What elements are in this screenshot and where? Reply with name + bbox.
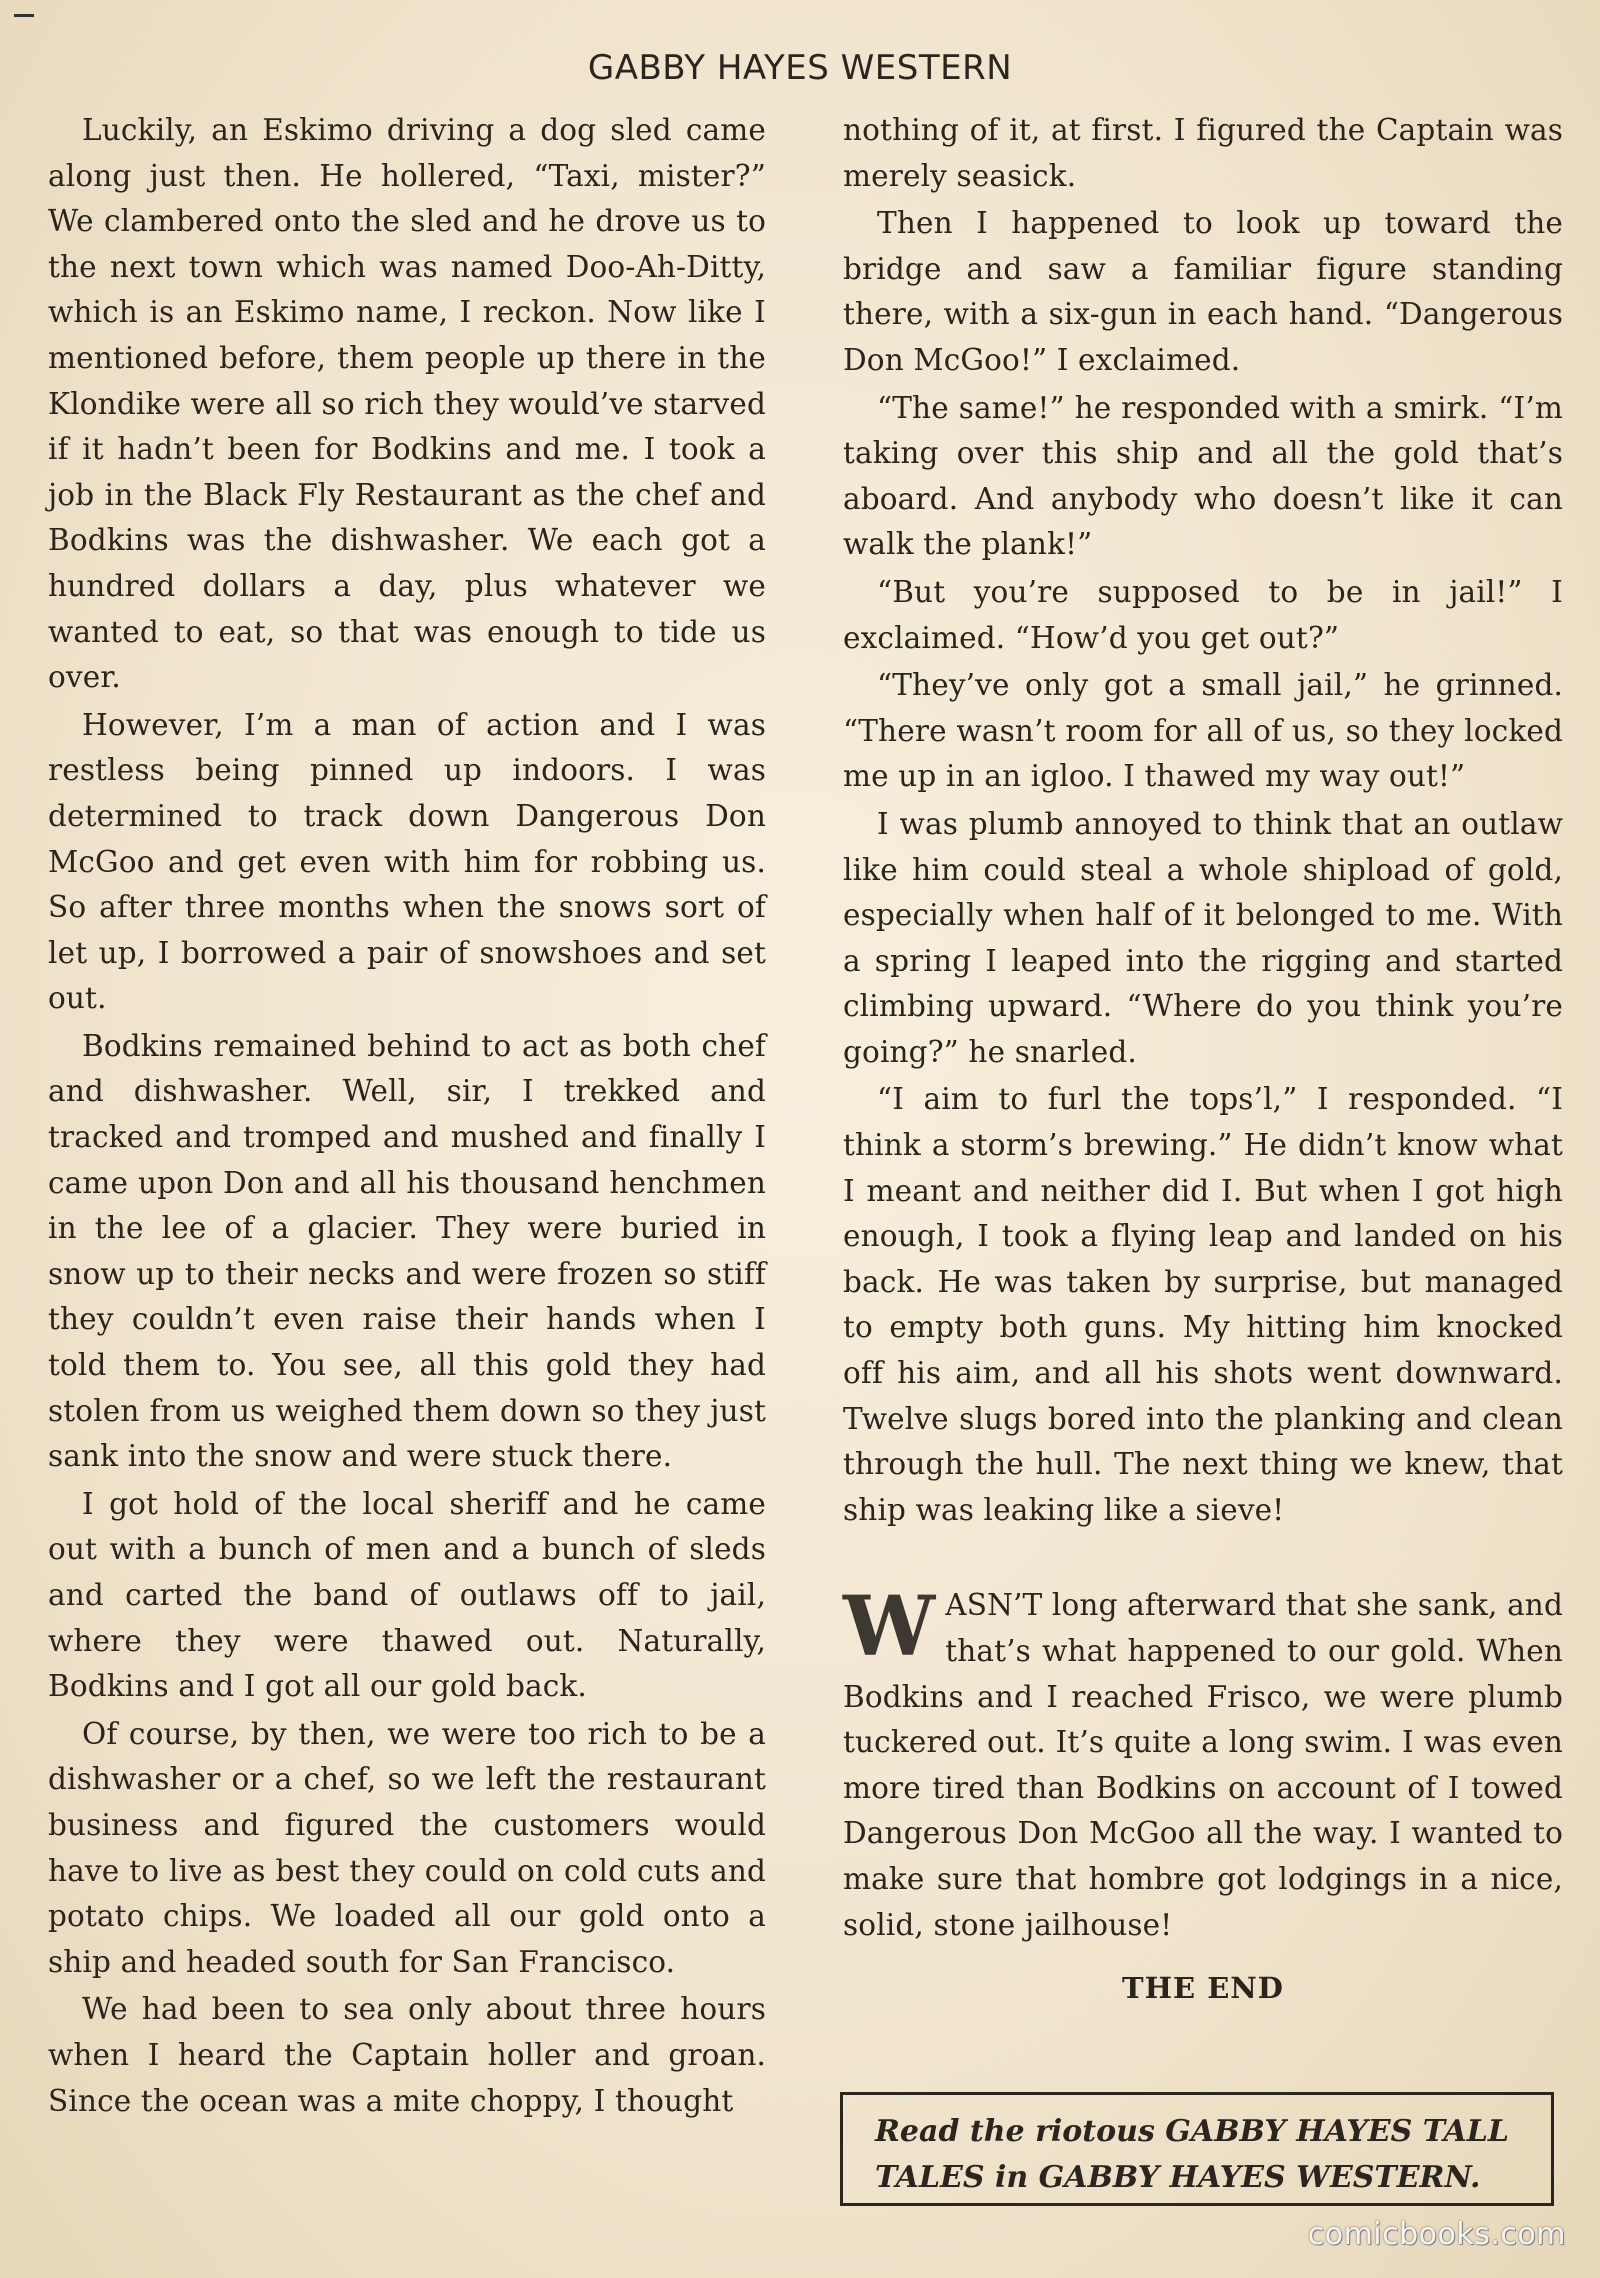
right-paragraph-6: “I aim to furl the tops’l,” I responded. “I think a storm’s brewing.” He didn’t know what I meant and neither did I. But when I got high enough, I took a flying leap and landed on his back. He was taken by surprise, but managed to empty both guns. My hitting him knocked off his aim, and all his shots went downward. Twelve slugs bored into the planking and clean through the hull. The next thing we knew, that ship was leaking like a sieve!: [843, 1082, 1563, 1527]
section-break: [843, 1535, 1563, 1583]
promo-text: Read the riotous GABBY HAYES TALL TALES in GABBY HAYES WESTERN.: [875, 2114, 1509, 2195]
left-paragraph-3: Bodkins remained behind to act as both chef and dishwasher. Well, sir, I trekked and tracked and tromped and mushed and finally I came upon Don and all his thousand henchmen in the lee of a glacier. They were buried in snow up to their necks and were frozen so stiff they couldn’t even raise their hands when I told them to. You see, all this gold they had stolen from us weighed them down so they just sank into the snow and were stuck there.: [48, 1028, 766, 1474]
watermark: comicbooks.com: [1307, 2217, 1566, 2252]
left-paragraph-2: However, I’m a man of action and I was restless being pinned up indoors. I was determined to track down Dangerous Don McGoo and get even with him for robbing us. So after three months when the snows sort of let up, I borrowed a pair of snowshoes and set out.: [48, 707, 766, 1016]
right-text-column: [843, 108, 1563, 2012]
the-end-label: THE END: [1122, 1971, 1284, 2006]
promo-box: [840, 2092, 1554, 2206]
left-paragraph-6: We had been to sea only about three hours when I heard the Captain holler and groan. Since the ocean was a mite choppy, I thought: [48, 1992, 766, 2118]
right-paragraph-3: “But you’re supposed to be in jail!” I exclaimed. “How’d you get out?”: [843, 574, 1563, 655]
drop-cap-letter: W: [843, 1579, 936, 1676]
left-paragraph-1: Luckily, an Eskimo driving a dog sled came along just then. He hollered, “Taxi, mister?” We clambered onto the sled and he drove us to the next town which was named Doo-Ah-Ditty, which is an Eskimo name, I reckon. Now like I mentioned before, them people up there in the Klondike were all so rich they would’ve starved if it hadn’t been for Bodkins and me. I took a job in the Black Fly Restaurant as the chef and Bodkins was the dishwasher. We each got a hundred dollars a day, plus whatever we wanted to eat, so that was enough to tide us over.: [48, 113, 766, 695]
page-corner-mark: [14, 14, 34, 17]
dropcap-paragraph-text: ASN’T long afterward that she sank, and that’s what happened to our gold. When Bodkins and I reached Frisco, we were plumb tuckered out. It’s quite a long swim. I was even more tired than Bodkins on account of I towed Dangerous Don McGoo all the way. I wanted to make sure that hombre got lodgings in a nice, solid, stone jailhouse!: [843, 1588, 1563, 1942]
right-paragraph-4: “They’ve only got a small jail,” he grinned. “There wasn’t room for all of us, so they locked me up in an igloo. I thawed my way out!”: [843, 668, 1563, 794]
right-paragraph-2: “The same!” he responded with a smirk. “I’m taking over this ship and all the gold that’s aboard. And anybody who doesn’t like it can walk the plank!”: [843, 390, 1563, 562]
left-paragraph-5: Of course, by then, we were too rich to be a dishwasher or a chef, so we left the restaurant business and figured the customers would have to live as best they could on cold cuts and potato chips. We loaded all our gold onto a ship and headed south for San Francisco.: [48, 1716, 766, 1979]
left-paragraph-4: I got hold of the local sheriff and he came out with a bunch of men and a bunch of sleds and carted the band of outlaws off to jail, where they were thawed out. Naturally, Bodkins and I got all our gold back.: [48, 1486, 766, 1704]
dropcap-paragraph: [843, 1579, 1563, 1948]
right-paragraph-5: I was plumb annoyed to think that an outlaw like him could steal a whole shipload of gold, especially when half of it belonged to me. With a spring I leaped into the rigging and started climbing upward. “Where do you think you’re going?” he snarled.: [843, 806, 1563, 1069]
right-paragraph-1: Then I happened to look up toward the bridge and saw a familiar figure standing there, with a six-gun in each hand. “Dangerous Don McGoo!” I exclaimed.: [843, 206, 1563, 377]
right-continuation: nothing of it, at first. I figured the Captain was merely seasick.: [843, 113, 1563, 193]
page-title: GABBY HAYES WESTERN: [587, 48, 1013, 88]
left-text-column: [48, 108, 766, 2126]
